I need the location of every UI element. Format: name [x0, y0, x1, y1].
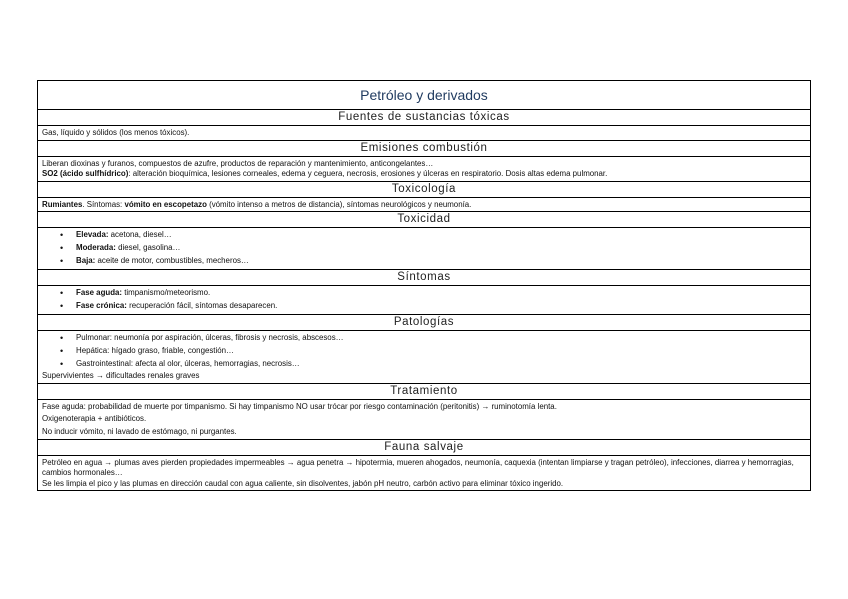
fauna-text-2: Se les limpia el pico y las plumas en dirección caudal con agua caliente, sin disolventes, jabón pH neutro, carbón activo para eliminar tóxico ingerido.	[42, 478, 564, 488]
item-label: Fase aguda:	[76, 288, 123, 298]
heading-fauna: Fauna salvaje	[38, 440, 810, 456]
heading-toxicologia: Toxicología	[38, 182, 810, 198]
list-item: • Hepática: hígado graso, friable, congestión…	[76, 346, 806, 357]
list-item	[76, 230, 806, 241]
toxicologia-text-a: . Síntomas:	[82, 199, 125, 209]
list-item	[76, 256, 806, 267]
list-item	[76, 301, 806, 312]
section-toxicologia	[38, 198, 810, 213]
vomito-label: vómito en escopetazo	[124, 199, 207, 209]
list-item	[76, 288, 806, 299]
section-sintomas	[38, 286, 810, 315]
item-label: Moderada:	[76, 242, 116, 252]
item-text: timpanismo/meteorismo.	[122, 288, 211, 298]
emisiones-text-2	[42, 169, 806, 180]
emisiones-text-1: Liberan dioxinas y furanos, compuestos de azufre, productos de reparación y mantenimiento, anticongelantes…	[42, 158, 434, 168]
item-label: Fase crónica:	[76, 300, 127, 310]
item-text: recuperación fácil, síntomas desaparecen.	[126, 300, 278, 310]
heading-toxicidad: Toxicidad	[38, 212, 810, 228]
fauna-text-1: Petróleo en agua → plumas aves pierden propiedades impermeables → agua penetra → hipotermia, mueren ahogados, neumonía, caquexia (intentan limpiarse y tragan petróleo), infecciones, diarrea y hemorragias, cambios hormonales…	[42, 457, 794, 478]
tratamiento-text-2: Oxigenoterapia + antibióticos.	[42, 414, 147, 424]
tratamiento-text-3: No inducir vómito, ni lavado de estómago, ni purgantes.	[42, 426, 237, 436]
section-fuentes	[38, 126, 810, 141]
heading-fuentes: Fuentes de sustancias tóxicas	[38, 110, 810, 126]
item-text: acetona, diesel…	[108, 230, 172, 240]
toxicologia-text-b: (vómito intenso a metros de distancia), síntomas neurológicos y neumonía.	[206, 199, 472, 209]
item-text: aceite de motor, combustibles, mecheros…	[95, 255, 249, 265]
item-text: diesel, gasolina…	[115, 242, 181, 252]
heading-patologias: Patologías	[38, 315, 810, 331]
list-item: • Pulmonar: neumonía por aspiración, úlceras, fibrosis y necrosis, abscesos…	[76, 333, 806, 344]
item-label: Elevada:	[76, 230, 109, 240]
section-tratamiento	[38, 400, 810, 440]
document-table	[37, 80, 811, 491]
toxicidad-list	[42, 230, 806, 266]
section-emisiones	[38, 157, 810, 182]
so2-label: SO2 (ácido sulfhídrico)	[42, 169, 129, 179]
sintomas-list	[42, 288, 806, 311]
list-item	[76, 243, 806, 254]
tratamiento-text-1: Fase aguda: probabilidad de muerte por timpanismo. Si hay timpanismo NO usar trócar por riesgo contaminación (peritonitis) → ruminotomía lenta.	[42, 401, 557, 411]
heading-emisiones: Emisiones combustión	[38, 141, 810, 157]
item-label: Baja:	[76, 255, 96, 265]
supervivientes-text: Supervivientes → dificultades renales graves	[42, 371, 200, 381]
heading-sintomas: Síntomas	[38, 270, 810, 286]
rumiantes-label: Rumiantes	[42, 199, 83, 209]
document-title: Petróleo y derivados	[38, 81, 810, 110]
patologias-list	[42, 333, 806, 369]
section-fauna	[38, 456, 810, 491]
toxicologia-text	[42, 200, 806, 211]
section-patologias	[38, 331, 810, 383]
so2-text: : alteración bioquímica, lesiones corneales, edema y ceguera, necrosis, erosiones y úlceras en respiratorio. Dosis altas edema pulmonar.	[128, 169, 608, 179]
fuentes-text: Gas, líquido y sólidos (los menos tóxicos).	[42, 128, 190, 137]
heading-tratamiento: Tratamiento	[38, 384, 810, 400]
section-toxicidad	[38, 228, 810, 270]
list-item: • Gastrointestinal: afecta al olor, úlceras, hemorragias, necrosis…	[76, 359, 806, 370]
